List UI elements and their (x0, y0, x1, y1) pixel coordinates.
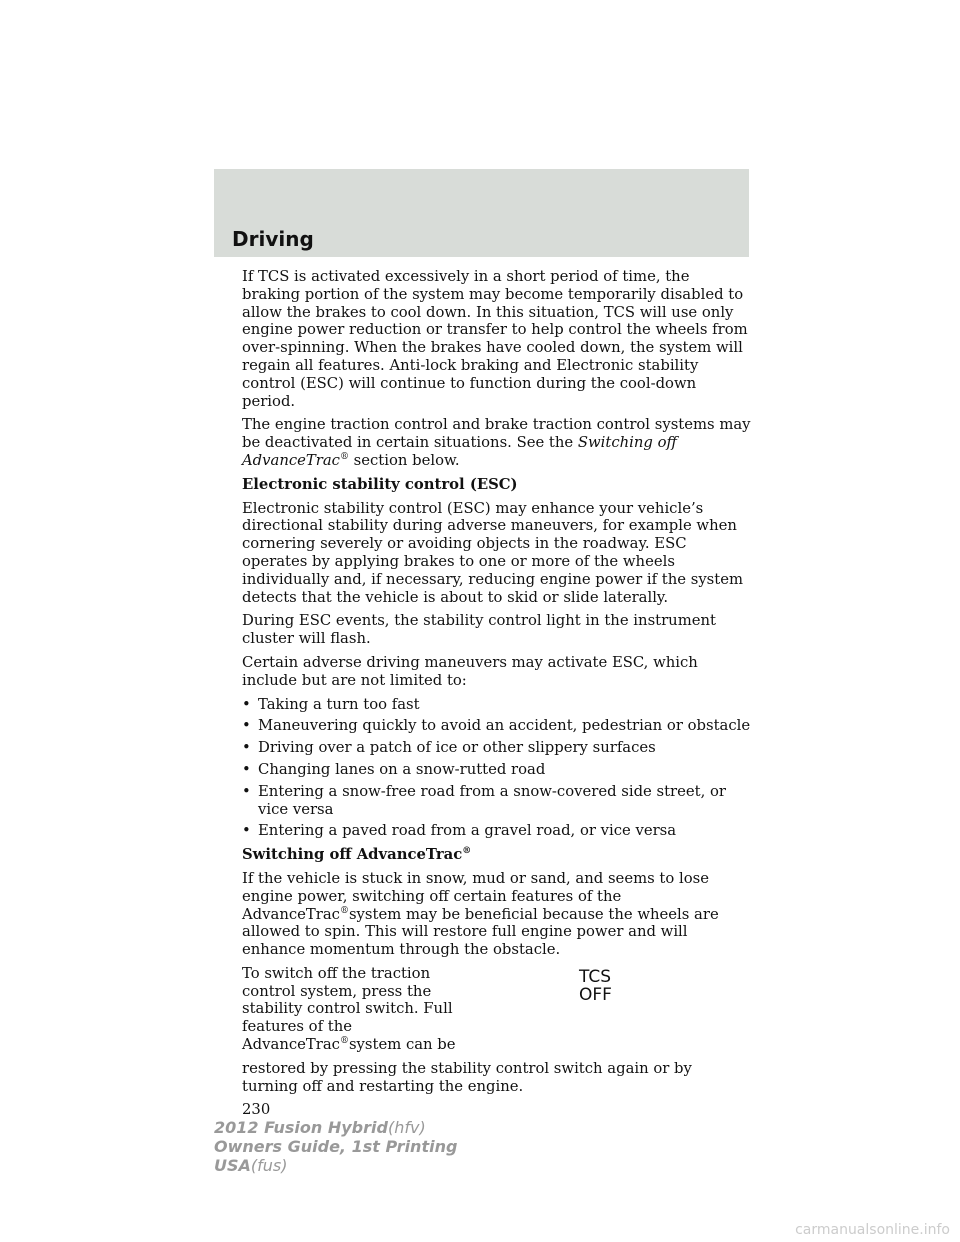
document-footer (214, 1118, 457, 1175)
cross-reference-link: Switching off AdvanceTrac (242, 434, 677, 469)
list-item: • Changing lanes on a snow-rutted road (242, 760, 546, 778)
paragraph-stuck-vehicle: If the vehicle is stuck in snow, mud or sand, and seems to lose engine power, switching off certain features of the AdvanceTrac®system may be beneficial because the wheels are allowed to spin. This will restore full engine power and will enhance momentum through the obstacle. (242, 869, 719, 959)
list-item: • Entering a paved road from a gravel road, or vice versa (242, 822, 677, 840)
paragraph-restore: restored by pressing the stability control switch again or by turning off and restarting the engine. (242, 1059, 692, 1095)
paragraph-esc-description: Electronic stability control (ESC) may enhance your vehicle’s directional stability during adverse maneuvers, for example when cornering severely or avoiding objects in the roadway. ESC operates by applying brakes to one or more of the wheels individually and, if necessary, reducing engine power if the system detects that the vehicle is about to skid or slide laterally. (242, 499, 744, 606)
section-title: Driving (232, 227, 314, 251)
paragraph-switch-off: To switch off the traction control system, press the stability control switch. Full features of the AdvanceTrac®system can be (242, 964, 456, 1054)
footer-model-code: (hfv) (387, 1118, 426, 1137)
paragraph-esc-events: During ESC events, the stability control light in the instrument cluster will flash. (242, 612, 716, 648)
switch-off-instructions (242, 965, 752, 1054)
tcs-off-icon: TCS OFF (579, 966, 612, 1005)
page-content (242, 268, 752, 1119)
section-header (214, 169, 749, 257)
paragraph-tcs-cooldown: If TCS is activated excessively in a short period of time, the braking portion of the system may become temporarily disabled to allow the brakes to cool down. In this situation, TCS will use only engine power reduction or transfer to help control the wheels from over-spinning. When the brakes have cooled down, the system will regain all features. Anti-lock braking and Electronic stability control (ESC) will continue to function during the cool-down period. (242, 268, 748, 410)
footer-region: USA (214, 1156, 251, 1175)
footer-model: 2012 Fusion Hybrid (214, 1118, 388, 1137)
paragraph-esc-maneuvers: Certain adverse driving maneuvers may activate ESC, which include but are not limited to: (242, 653, 698, 689)
list-item: • Driving over a patch of ice or other slippery surfaces (242, 739, 656, 757)
list-item: • Entering a snow-free road from a snow-covered side street, or vice versa (242, 782, 726, 818)
footer-guide: Owners Guide, 1st Printing (214, 1137, 458, 1156)
heading-esc: Electronic stability control (ESC) (242, 475, 518, 493)
heading-switching-off: Switching off AdvanceTrac® (242, 846, 472, 864)
watermark: carmanualsonline.info (795, 1222, 950, 1238)
page-number: 230 (242, 1101, 271, 1119)
footer-region-code: (fus) (250, 1156, 288, 1175)
list-item: • Taking a turn too fast (242, 695, 420, 713)
paragraph-deactivation: The engine traction control and brake traction control systems may be deactivated in certain situations. See the Switching off AdvanceTrac® section below. (242, 416, 751, 469)
maneuver-list (242, 696, 752, 841)
list-item: • Maneuvering quickly to avoid an accident, pedestrian or obstacle (242, 717, 751, 735)
